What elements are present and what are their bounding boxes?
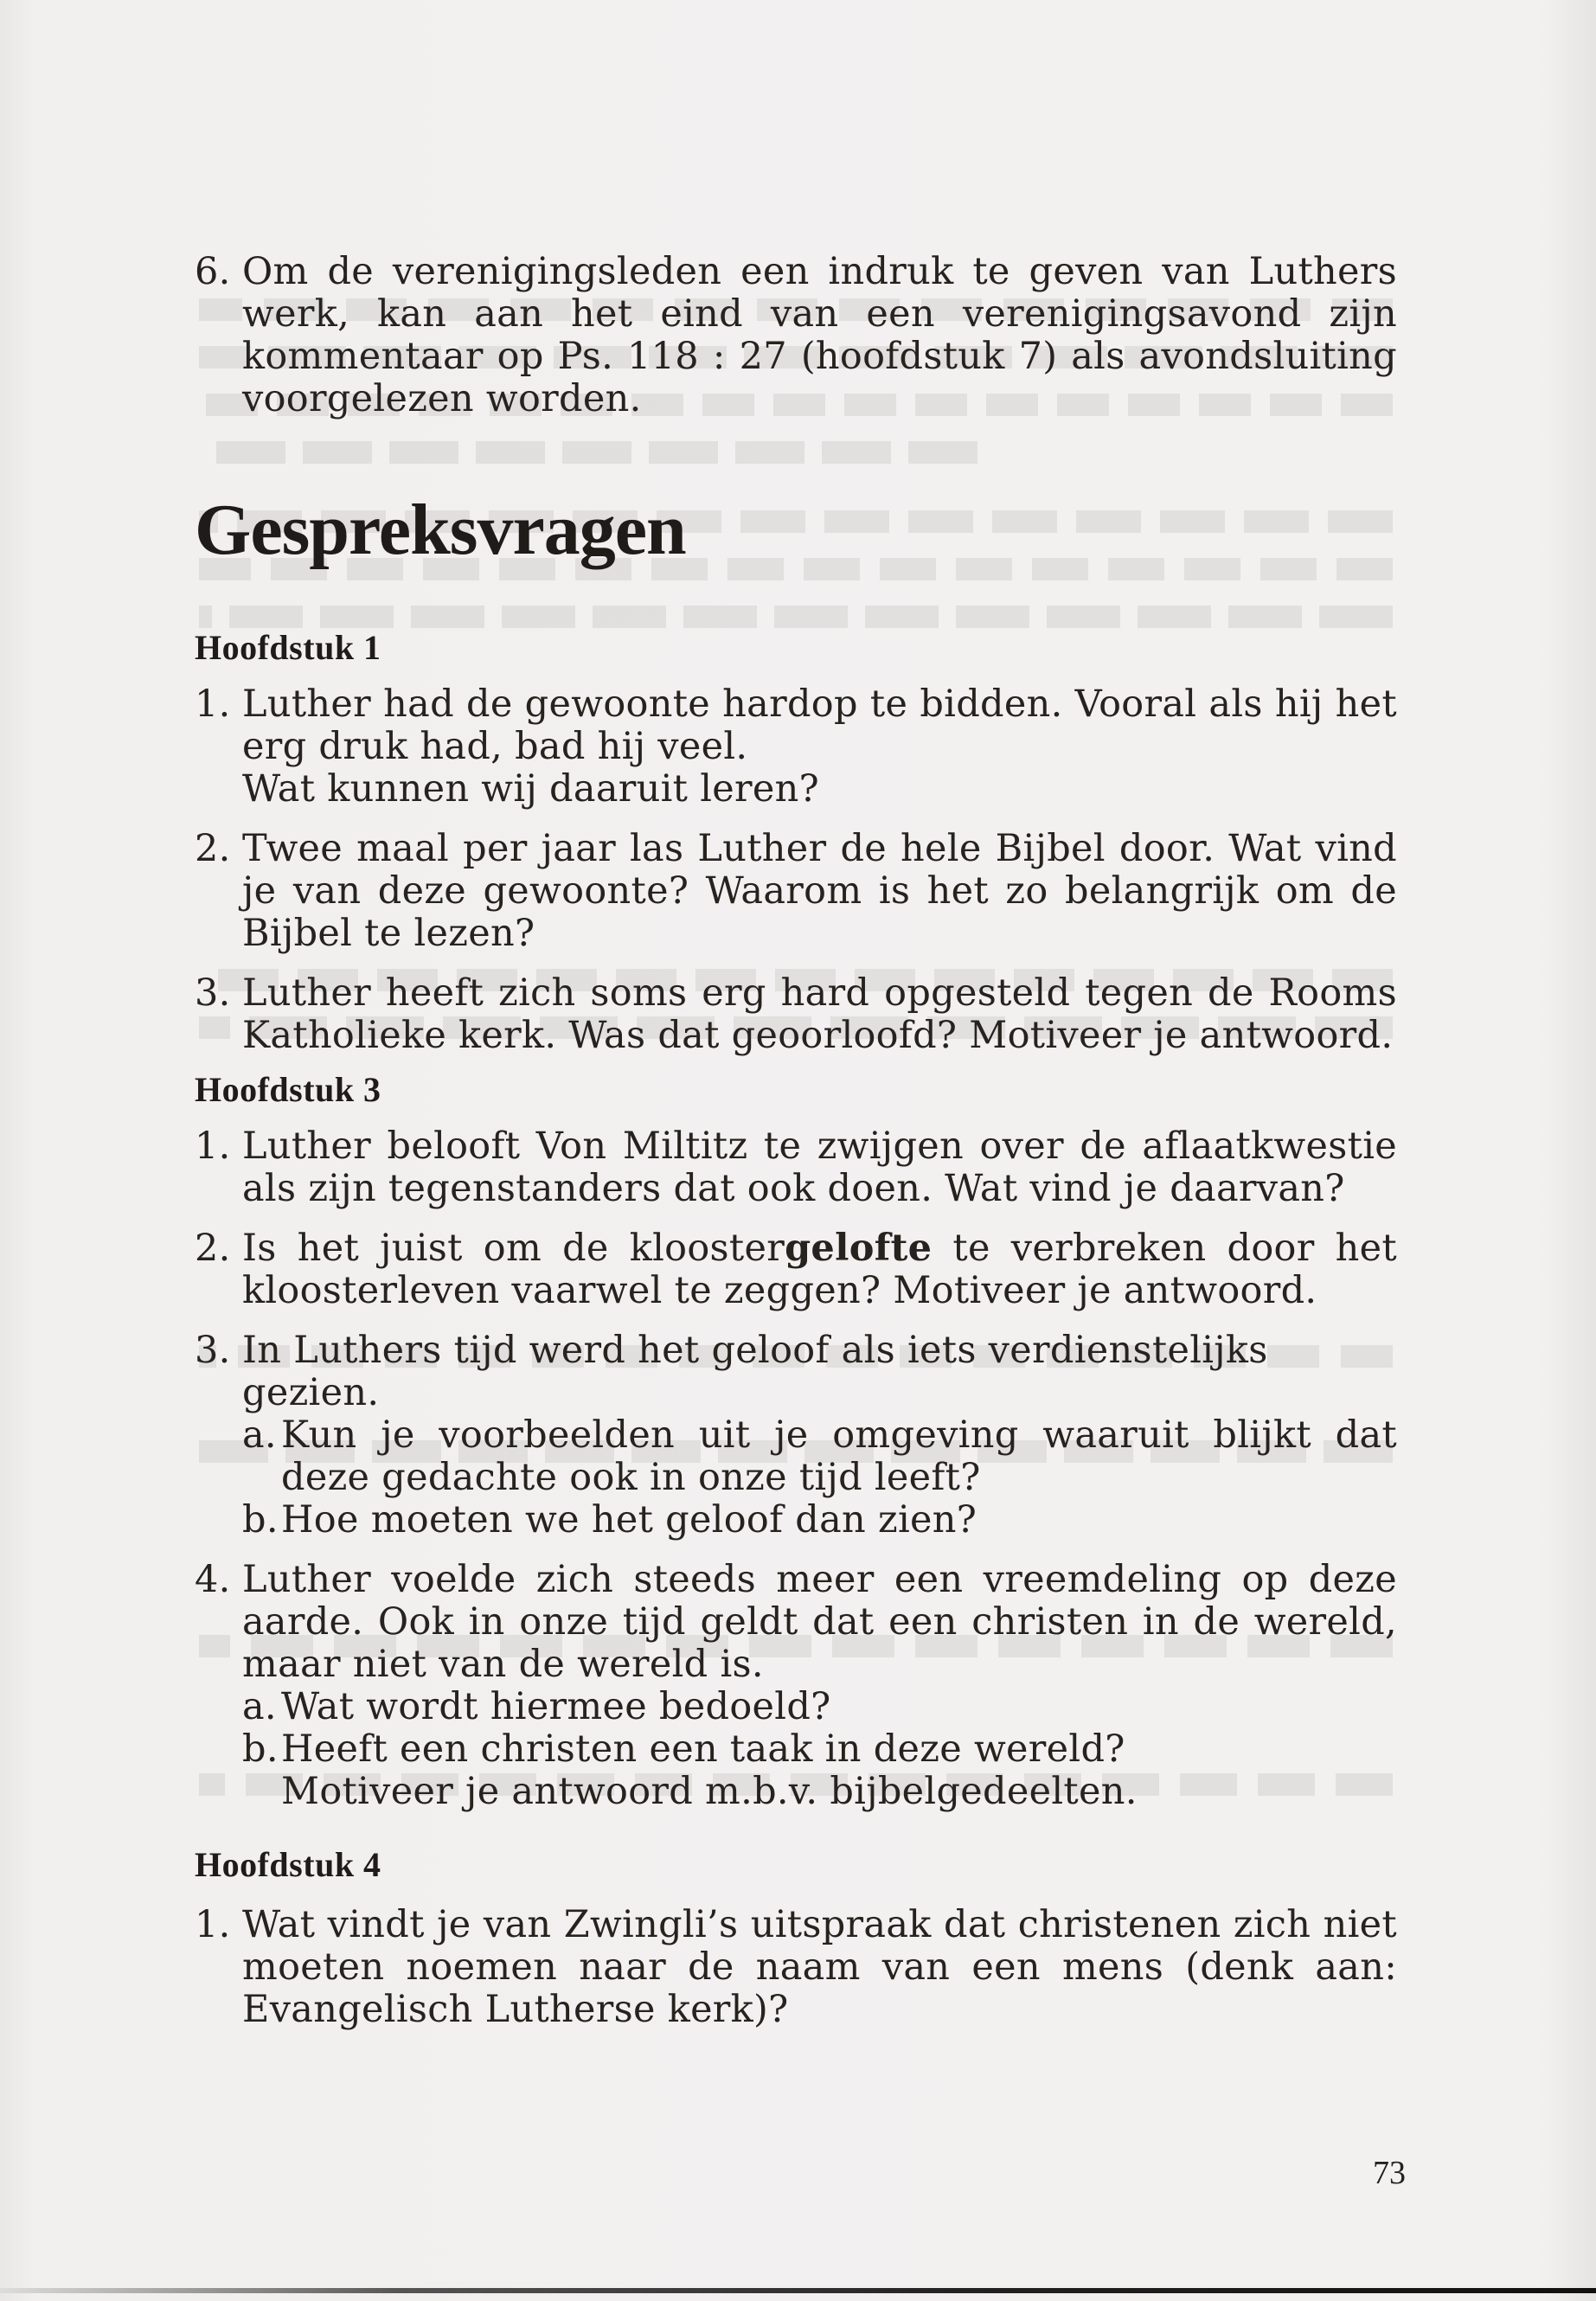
question-text: Luther heeft zich soms erg hard opgesteld tegen de Rooms Katholieke kerk. Was dat geoorloofd? Motiveer je antwoord.: [242, 971, 1397, 1057]
chapter-heading: Hoofdstuk 3: [195, 1070, 381, 1109]
chapter-heading: Hoofdstuk 4: [195, 1845, 381, 1884]
question-text-emphasis: gelofte: [785, 1227, 933, 1270]
question-item: [195, 1125, 1397, 1210]
sub-question-letter: b.: [242, 1727, 279, 1771]
question-number: 3.: [195, 1329, 231, 1372]
question-item: [195, 683, 1397, 811]
sub-question: [242, 1728, 1397, 1813]
question-text: Luther had de gewoonte hardop te bidden. Vooral als hij het erg druk had, bad hij veel.: [242, 683, 1397, 768]
sub-question: [242, 1499, 1397, 1541]
sub-question: [242, 1686, 1397, 1728]
page-title: Gespreksvragen: [195, 490, 686, 570]
sub-question-followup: Motiveer je antwoord m.b.v. bijbelgedeelten.: [281, 1770, 1138, 1813]
question-number: 1.: [195, 683, 231, 726]
page-number: 73: [1373, 2155, 1406, 2191]
question-item: [195, 1330, 1397, 1541]
page-content: [195, 251, 1397, 2031]
question-number: 2.: [195, 827, 231, 870]
question-item: [195, 1559, 1397, 1813]
sub-question-text: Hoe moeten we het geloof dan zien?: [281, 1498, 977, 1541]
question-text-part: Is het juist om de klooster: [242, 1227, 785, 1270]
question-text: Wat vindt je van Zwingli’s uitspraak dat christenen zich niet moeten noemen naar de naam van een mens (denk aan: Evangelisch Lutherse kerk)?: [242, 1903, 1397, 2031]
intro-item-number: 6.: [195, 250, 231, 293]
question-number: 4.: [195, 1558, 231, 1601]
question-number: 2.: [195, 1227, 231, 1270]
question-text: Luther voelde zich steeds meer een vreemdeling op deze aarde. Ook in onze tijd geldt dat een christen in de wereld, maar niet van de wereld is.: [242, 1558, 1397, 1686]
question-text-part: te verbreken door het kloosterleven vaarwel te zeggen? Motiveer je antwoord.: [242, 1227, 1397, 1312]
question-item: [195, 1227, 1397, 1312]
question-item: [195, 1904, 1397, 2031]
sub-question-text: Wat wordt hiermee bedoeld?: [281, 1685, 831, 1728]
sub-question-letter: b.: [242, 1498, 279, 1541]
question-followup: Wat kunnen wij daaruit leren?: [242, 767, 819, 811]
sub-question-letter: a.: [242, 1685, 277, 1728]
question-number: 1.: [195, 1903, 231, 1946]
question-item: [195, 828, 1397, 955]
question-text: Twee maal per jaar las Luther de hele Bijbel door. Wat vind je van deze gewoonte? Waarom is het zo belangrijk om de Bijbel te lezen?: [242, 827, 1397, 955]
question-item: [195, 972, 1397, 1057]
sub-question: [242, 1414, 1397, 1499]
intro-item-text: Om de verenigingsleden een indruk te geven van Luthers werk, kan aan het eind van een verenigingsavond zijn kommentaar op Ps. 118 : 27 (hoofdstuk 7) als avondsluiting voorgelezen worden.: [242, 250, 1397, 420]
question-number: 3.: [195, 971, 231, 1015]
question-number: 1.: [195, 1125, 231, 1168]
chapter-heading: Hoofdstuk 1: [195, 628, 381, 667]
sub-question-letter: a.: [242, 1413, 277, 1457]
intro-list-item: [195, 251, 1397, 420]
sub-question-text: Kun je voorbeelden uit je omgeving waaruit blijkt dat deze gedachte ook in onze tijd leeft?: [281, 1413, 1397, 1499]
scan-edge-shadow: [0, 2288, 1596, 2293]
question-text: In Luthers tijd werd het geloof als iets verdienstelijks gezien.: [242, 1329, 1268, 1414]
question-text: Luther belooft Von Miltitz te zwijgen over de aflaatkwestie als zijn tegenstanders dat ook doen. Wat vind je daarvan?: [242, 1125, 1397, 1210]
sub-question-text: Heeft een christen een taak in deze wereld?: [281, 1727, 1125, 1771]
